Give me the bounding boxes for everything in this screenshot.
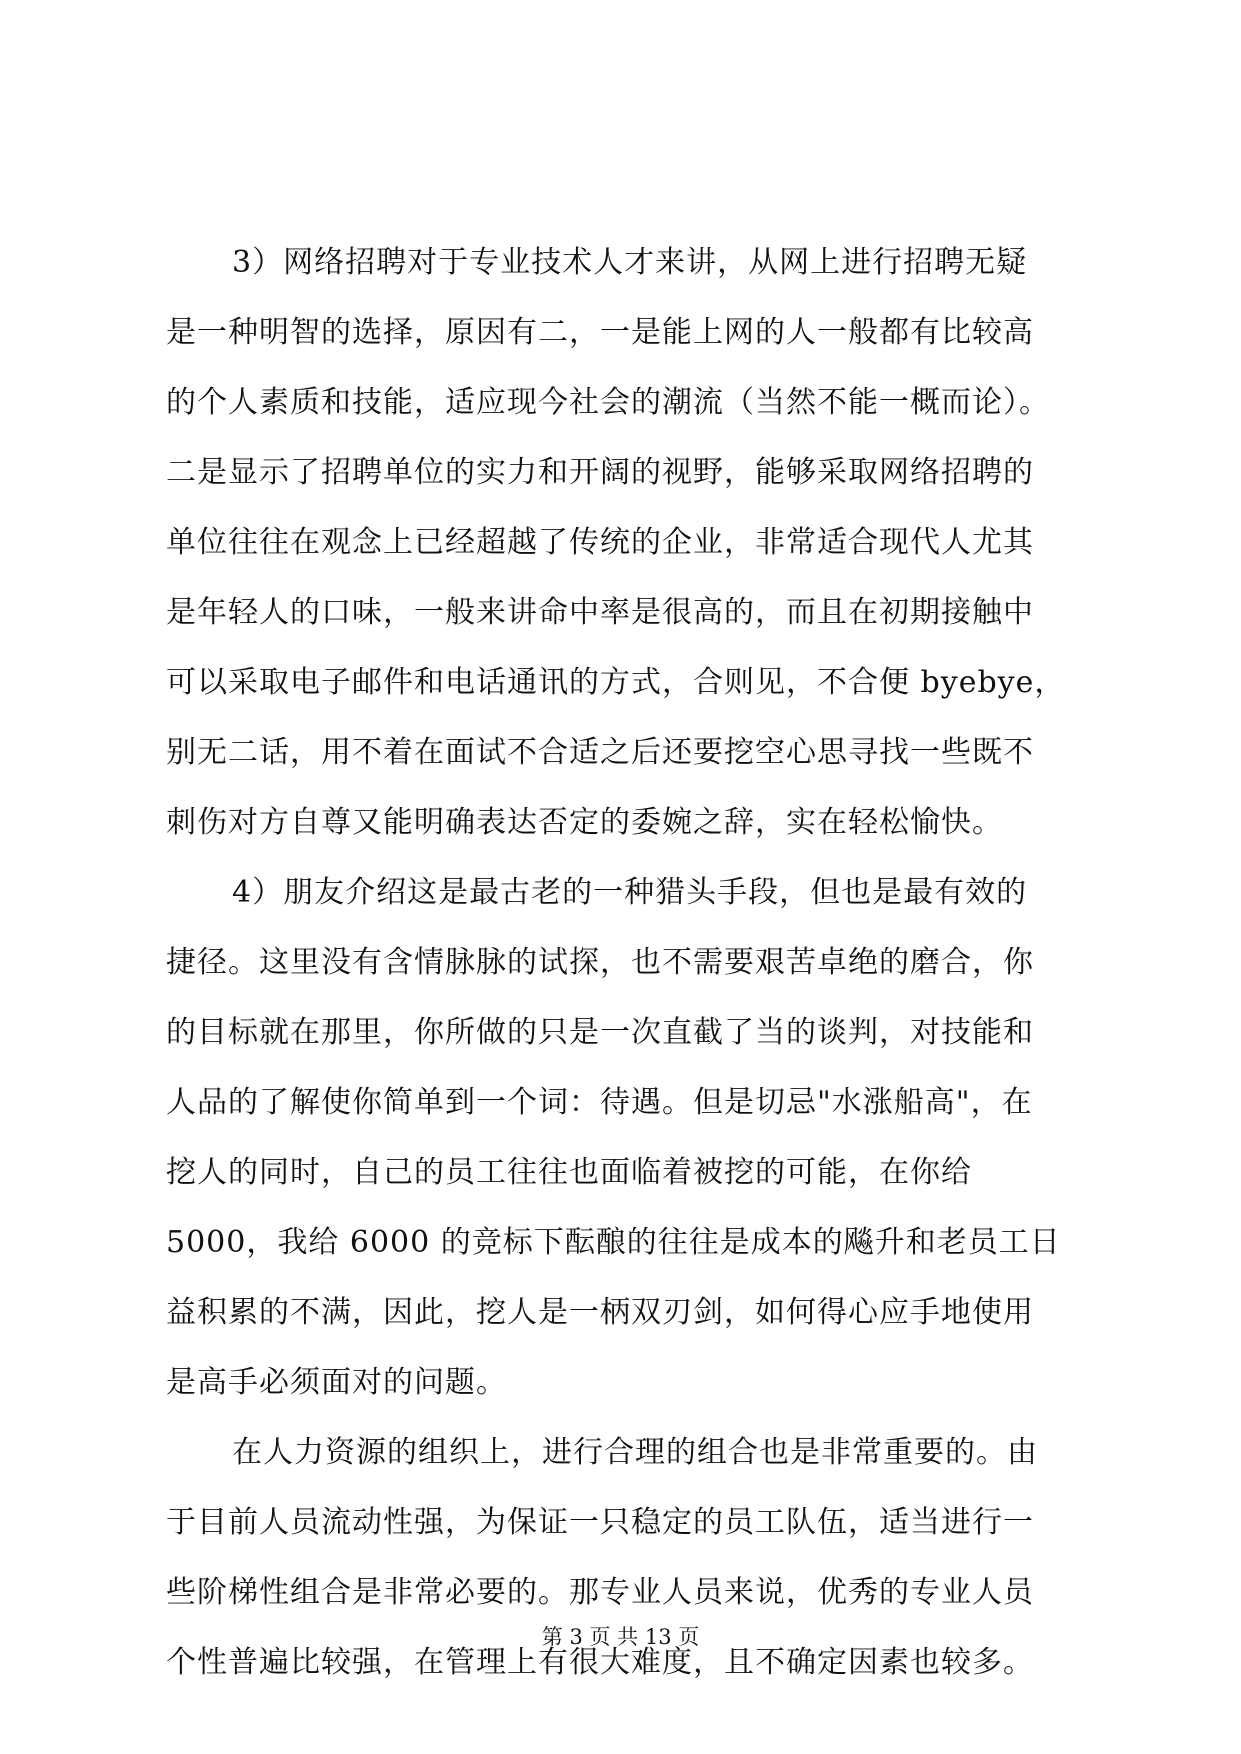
text-line: 的个人素质和技能，适应现今社会的潮流（当然不能一概而论）。 [166, 385, 1050, 420]
text-line: 挖人的同时，自己的员工往往也面临着被挖的可能，在你给 [166, 1155, 972, 1190]
document-body [166, 228, 1078, 1698]
page-footer [0, 1622, 1241, 1652]
text-line: 5000，我给 6000 的竞标下酝酿的往往是成本的飚升和老员工日 [166, 1225, 1061, 1260]
text-line: 在人力资源的组织上，进行合理的组合也是非常重要的。由 [232, 1435, 1038, 1470]
text-line: 人品的了解使你简单到一个词：待遇。但是切忌"水涨船高"，在 [166, 1085, 1033, 1120]
text-line: 单位往往在观念上已经超越了传统的企业，非常适合现代人尤其 [166, 525, 1034, 560]
text-line: 的目标就在那里，你所做的只是一次直截了当的谈判，对技能和 [166, 1015, 1034, 1050]
page-number: 第 3 页 共 13 页 [541, 1625, 700, 1649]
text-line: 是年轻人的口味，一般来讲命中率是很高的，而且在初期接触中 [166, 595, 1034, 630]
text-line: 捷径。这里没有含情脉脉的试探，也不需要艰苦卓绝的磨合，你 [166, 945, 1034, 980]
text-line: 刺伤对方自尊又能明确表达否定的委婉之辞，实在轻松愉快。 [166, 805, 1003, 840]
text-line: 益积累的不满，因此，挖人是一柄双刃剑，如何得心应手地使用 [166, 1295, 1034, 1330]
text-line: 是一种明智的选择，原因有二，一是能上网的人一般都有比较高 [166, 315, 1034, 350]
text-line: 3）网络招聘对于专业技术人才来讲，从网上进行招聘无疑 [232, 245, 1028, 280]
text-line: 于目前人员流动性强，为保证一只稳定的员工队伍，适当进行一 [166, 1505, 1034, 1540]
text-line: 些阶梯性组合是非常必要的。那专业人员来说，优秀的专业人员 [166, 1575, 1034, 1610]
text-line: 二是显示了招聘单位的实力和开阔的视野，能够采取网络招聘的 [166, 455, 1034, 490]
text-line: 可以采取电子邮件和电话通讯的方式，合则见，不合便 byebye， [166, 665, 1066, 700]
text-line: 4）朋友介绍这是最古老的一种猎头手段，但也是最有效的 [232, 875, 1028, 910]
text-line: 是高手必须面对的问题。 [166, 1365, 507, 1400]
text-line: 个性普遍比较强，在管理上有很大难度，且不确定因素也较多。 [166, 1645, 1034, 1680]
text-line: 别无二话，用不着在面试不合适之后还要挖空心思寻找一些既不 [166, 735, 1034, 770]
